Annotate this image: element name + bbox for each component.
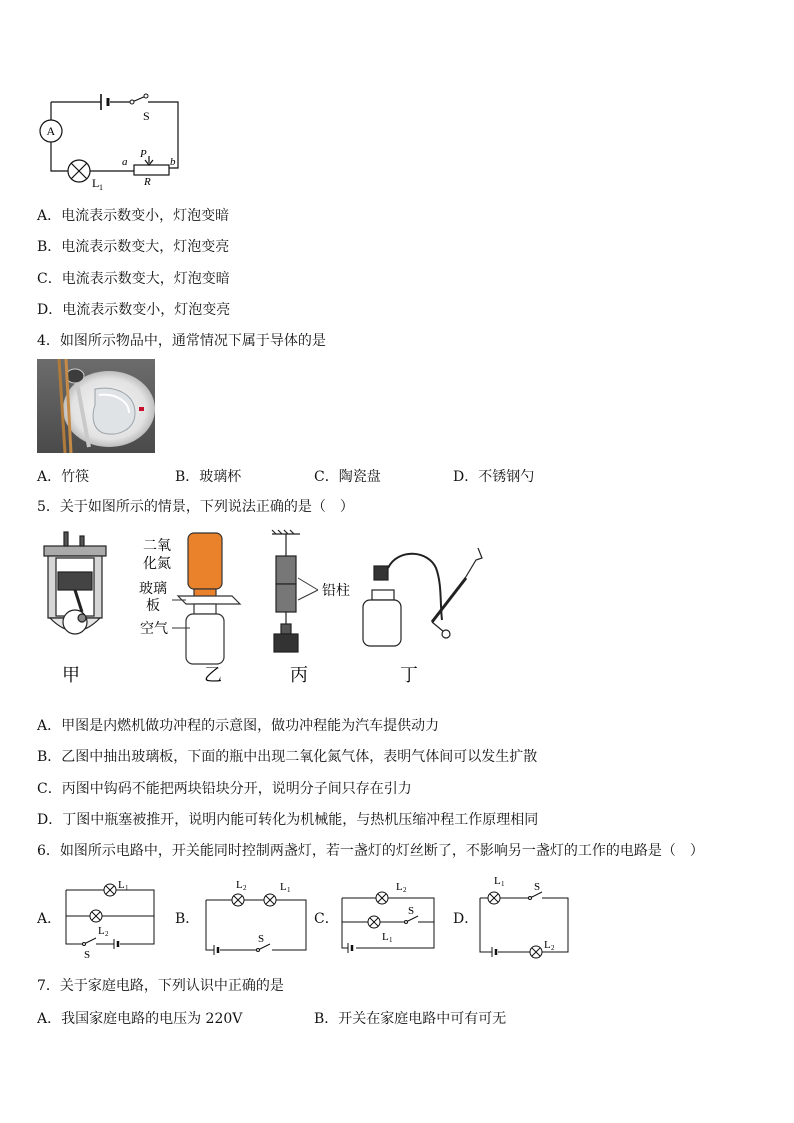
- point-b-label: b: [170, 156, 176, 168]
- q6-option-c-letter[interactable]: C．: [314, 911, 339, 927]
- svg-text:L: L: [494, 875, 501, 887]
- bottle-pump-icon: [363, 548, 482, 646]
- q6-option-b-letter[interactable]: B．: [175, 911, 200, 927]
- gas-bottles-icon: [178, 533, 240, 664]
- q4-photo: [37, 359, 155, 453]
- q6-option-d-letter[interactable]: D．: [453, 911, 479, 927]
- q3-option-c[interactable]: C．电流表示数变大，灯泡变暗: [37, 271, 230, 287]
- lamp-icon: [488, 892, 542, 958]
- svg-text:2: 2: [403, 886, 407, 894]
- label-jia: 甲: [62, 665, 80, 685]
- q7-stem: 7．关于家庭电路，下列认识中正确的是: [37, 978, 284, 994]
- q4-option-c[interactable]: C．陶瓷盘: [314, 469, 381, 485]
- point-a-label: a: [122, 156, 128, 168]
- svg-text:1: 1: [125, 884, 129, 892]
- label-glass-line2: 板: [146, 599, 160, 614]
- q4-option-d[interactable]: D．不锈钢勺: [453, 469, 535, 485]
- svg-text:1: 1: [389, 936, 393, 944]
- lamp-icon: [368, 892, 388, 928]
- q6-circuit-a[interactable]: [60, 876, 160, 962]
- q5-option-c[interactable]: C．丙图中钩码不能把两块铅块分开，说明分子间只存在引力: [37, 781, 412, 797]
- svg-text:S: S: [258, 933, 265, 945]
- q6-circuit-d[interactable]: [474, 872, 574, 962]
- svg-text:L: L: [396, 881, 403, 893]
- svg-text:1: 1: [501, 880, 505, 888]
- q7-option-b[interactable]: B．开关在家庭电路中可有可无: [314, 1011, 507, 1027]
- q3-option-a[interactable]: A．电流表示数变小，灯泡变暗: [37, 208, 230, 224]
- svg-text:L: L: [382, 931, 389, 943]
- svg-text:2: 2: [551, 944, 555, 952]
- svg-text:L: L: [544, 939, 551, 951]
- label-no2-line1: 二氧: [143, 539, 171, 554]
- q6-circuit-c[interactable]: [336, 876, 442, 962]
- q3-option-d[interactable]: D．电流表示数变小，灯泡变亮: [37, 302, 231, 318]
- q5-option-b[interactable]: B．乙图中抽出玻璃板，下面的瓶中出现二氧化氮气体，表明气体间可以发生扩散: [37, 749, 538, 765]
- q5-figure: [36, 528, 496, 690]
- engine-cylinder-icon: [44, 532, 106, 634]
- svg-text:2: 2: [105, 930, 109, 938]
- q6-option-a-letter[interactable]: A．: [37, 911, 62, 927]
- q4-option-a[interactable]: A．竹筷: [37, 469, 90, 485]
- label-glass-line1: 玻璃: [139, 582, 167, 597]
- label-no2-line2: 化氮: [143, 557, 171, 572]
- svg-text:L: L: [98, 925, 105, 937]
- label-bing: 丙: [290, 665, 308, 685]
- svg-text:S: S: [84, 949, 91, 961]
- lamp-label: L: [92, 176, 100, 190]
- switch-label: S: [143, 109, 150, 123]
- q5-option-d[interactable]: D．丁图中瓶塞被推开，说明内能可转化为机械能，与热机压缩冲程工作原理相同: [37, 812, 539, 828]
- svg-text:L: L: [280, 881, 287, 893]
- svg-text:S: S: [408, 905, 415, 917]
- svg-text:1: 1: [287, 886, 291, 894]
- svg-text:L: L: [118, 879, 125, 891]
- top-circuit-diagram: [36, 90, 186, 195]
- q4-stem: 4．如图所示物品中，通常情况下属于导体的是: [37, 333, 326, 349]
- resistor-label: R: [144, 176, 151, 188]
- label-yi: 乙: [204, 665, 222, 685]
- ammeter-label: A: [46, 124, 56, 138]
- q5-stem: 5．关于如图所示的情景，下列说法正确的是（ ）: [37, 499, 354, 515]
- label-ding: 丁: [400, 665, 418, 685]
- label-lead: 铅柱: [322, 584, 350, 599]
- lamp-subscript: 1: [99, 183, 103, 192]
- lead-cylinders-icon: [272, 530, 300, 652]
- label-air: 空气: [140, 622, 168, 637]
- svg-text:S: S: [534, 881, 541, 893]
- q5-option-a[interactable]: A．甲图是内燃机做功冲程的示意图，做功冲程能为汽车提供动力: [37, 718, 440, 734]
- ammeter-icon: [40, 120, 62, 142]
- q6-stem: 6．如图所示电路中，开关能同时控制两盏灯，若一盏灯的灯丝断了，不影响另一盏灯的工作的电路是（ ）: [37, 843, 704, 859]
- q6-circuit-b[interactable]: [200, 876, 312, 962]
- svg-text:L: L: [236, 879, 243, 891]
- q7-option-a[interactable]: A．我国家庭电路的电压为 220V: [37, 1011, 243, 1027]
- q4-option-b[interactable]: B．玻璃杯: [175, 469, 242, 485]
- lamp-icon: [68, 160, 90, 182]
- q3-option-b[interactable]: B．电流表示数变大，灯泡变亮: [37, 239, 230, 255]
- slider-p-label: P: [140, 148, 147, 160]
- svg-text:2: 2: [243, 884, 247, 892]
